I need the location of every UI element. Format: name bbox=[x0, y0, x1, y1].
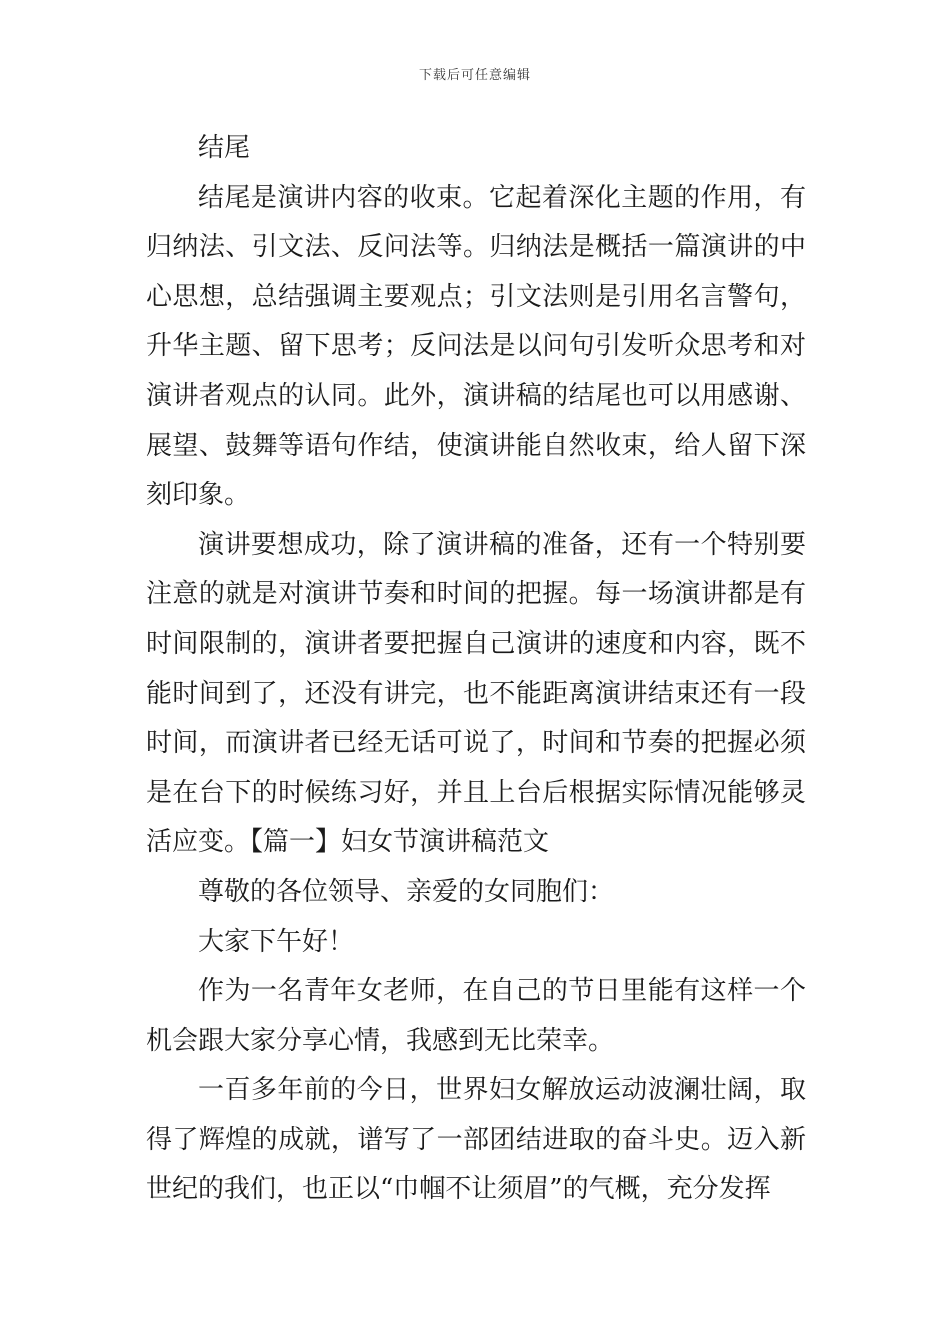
paragraph-introduction: 作为一名青年女老师，在自己的节日里能有这样一个机会跟大家分享心情，我感到无比荣幸。 bbox=[146, 976, 806, 1056]
paragraph-heading-ending: 结尾 bbox=[198, 133, 251, 163]
paragraph-history: 一百多年前的今日，世界妇女解放运动波澜壮阔，取得了辉煌的成就，谱写了一部团结进取的奋斗史。迈入新世纪的我们，也正以“巾帼不让须眉”的气概，充分发挥 bbox=[146, 1075, 806, 1205]
paragraph-rhythm-time: 演讲要想成功，除了演讲稿的准备，还有一个特别要注意的就是对演讲节奏和时间的把握。每一场演讲都是有时间限制的，演讲者要把握自己演讲的速度和内容，既不能时间到了，还没有讲完，也不能距离演讲结束还有一段时间，而演讲者已经无话可说了，时间和节奏的把握必须是在台下的时候练习好，并且上台后根据实际情况能够灵活应变。【篇一】妇女节演讲稿范文 bbox=[146, 529, 806, 858]
paragraph-greeting: 大家下午好！ bbox=[198, 926, 355, 957]
document-body bbox=[146, 124, 806, 1215]
paragraph-salutation: 尊敬的各位领导、亲爱的女同胞们： bbox=[198, 876, 615, 907]
header-note: 下载后可任意编辑 bbox=[418, 68, 531, 83]
paragraph-ending-explanation: 结尾是演讲内容的收束。它起着深化主题的作用，有归纳法、引文法、反问法等。归纳法是概括一篇演讲的中心思想，总结强调主要观点；引文法则是引用名言警句，升华主题、留下思考；反问法是以问句引发听众思考和对演讲者观点的认同。此外，演讲稿的结尾也可以用感谢、展望、鼓舞等语句作结，使演讲能自然收束，给人留下深刻印象。 bbox=[146, 182, 806, 511]
